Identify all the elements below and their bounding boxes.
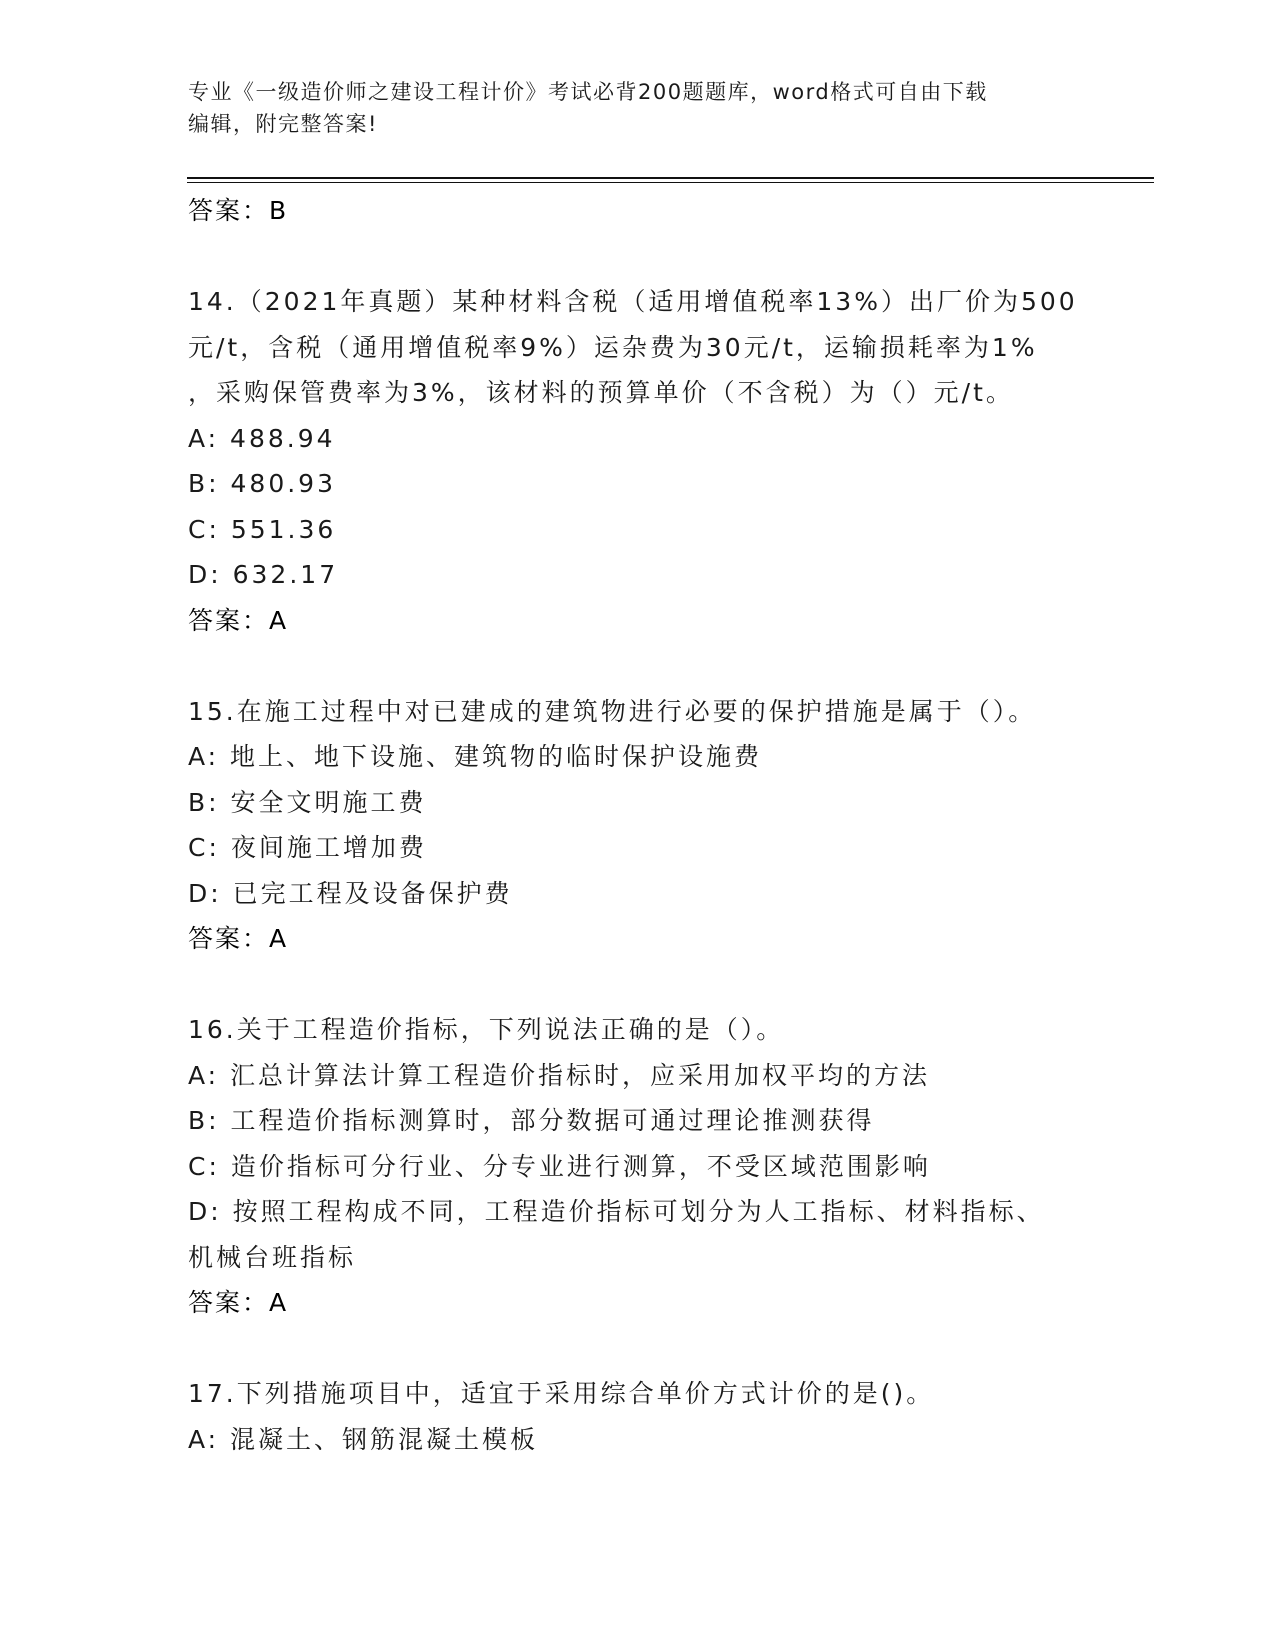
spacer: [188, 643, 1088, 689]
option-b: B: 480.93: [188, 469, 336, 498]
option-c: C: 夜间施工增加费: [188, 833, 427, 862]
question-list: [188, 188, 1088, 1462]
option-d: D: 按照工程构成不同，工程造价指标可划分为人工指标、材料指标、: [188, 1197, 1045, 1226]
header-divider-thin: [187, 182, 1154, 183]
question-block-15: [188, 689, 1088, 962]
header-title-line-2: 编辑，附完整答案!: [188, 112, 378, 136]
page-header: [188, 76, 1068, 140]
option-a: A: 汇总计算法计算工程造价指标时，应采用加权平均的方法: [188, 1060, 931, 1090]
spacer: [188, 1326, 1088, 1372]
question-text: 15.在施工过程中对已建成的建筑物进行必要的保护措施是属于（）。: [188, 696, 1037, 726]
option-a: A: 地上、地下设施、建筑物的临时保护设施费: [188, 742, 763, 771]
option-c: C: 造价指标可分行业、分专业进行测算，不受区域范围影响: [188, 1151, 931, 1181]
header-divider-thick: [187, 177, 1154, 179]
answer-label: 答案：A: [188, 924, 289, 953]
question-text: 17.下列措施项目中，适宜于采用综合单价方式计价的是()。: [188, 1379, 935, 1408]
question-text: 16.关于工程造价指标，下列说法正确的是（）。: [188, 1015, 785, 1044]
question-block-17: [188, 1371, 1088, 1462]
option-d: D: 632.17: [188, 560, 339, 589]
option-d: D: 已完工程及设备保护费: [188, 878, 513, 908]
answer-label: 答案：A: [188, 605, 289, 635]
option-a: A: 488.94: [188, 423, 336, 453]
option-a: A: 混凝土、钢筋混凝土模板: [188, 1424, 539, 1454]
spacer: [188, 962, 1088, 1008]
option-b: B: 工程造价指标测算时，部分数据可通过理论推测获得: [188, 1106, 875, 1135]
question-text: 元/t，含税（通用增值税率9%）运杂费为30元/t，运输损耗率为1%: [188, 332, 1038, 362]
option-d-continued: 机械台班指标: [188, 1242, 357, 1272]
question-block-16: [188, 1007, 1088, 1326]
header-title-line-1: 专业《一级造价师之建设工程计价》考试必背200题题库，word格式可自由下载: [188, 80, 988, 104]
option-c: C: 551.36: [188, 514, 337, 544]
question-text: ，采购保管费率为3%，该材料的预算单价（不含税）为（）元/t。: [188, 378, 1014, 407]
question-block-14: [188, 279, 1088, 643]
previous-answer: 答案：B: [188, 196, 289, 225]
question-text: 14.（2021年真题）某种材料含税（适用增值税率13%）出厂价为500: [188, 287, 1078, 316]
option-b: B: 安全文明施工费: [188, 787, 427, 817]
answer-label: 答案：A: [188, 1288, 289, 1317]
spacer: [188, 234, 1088, 280]
